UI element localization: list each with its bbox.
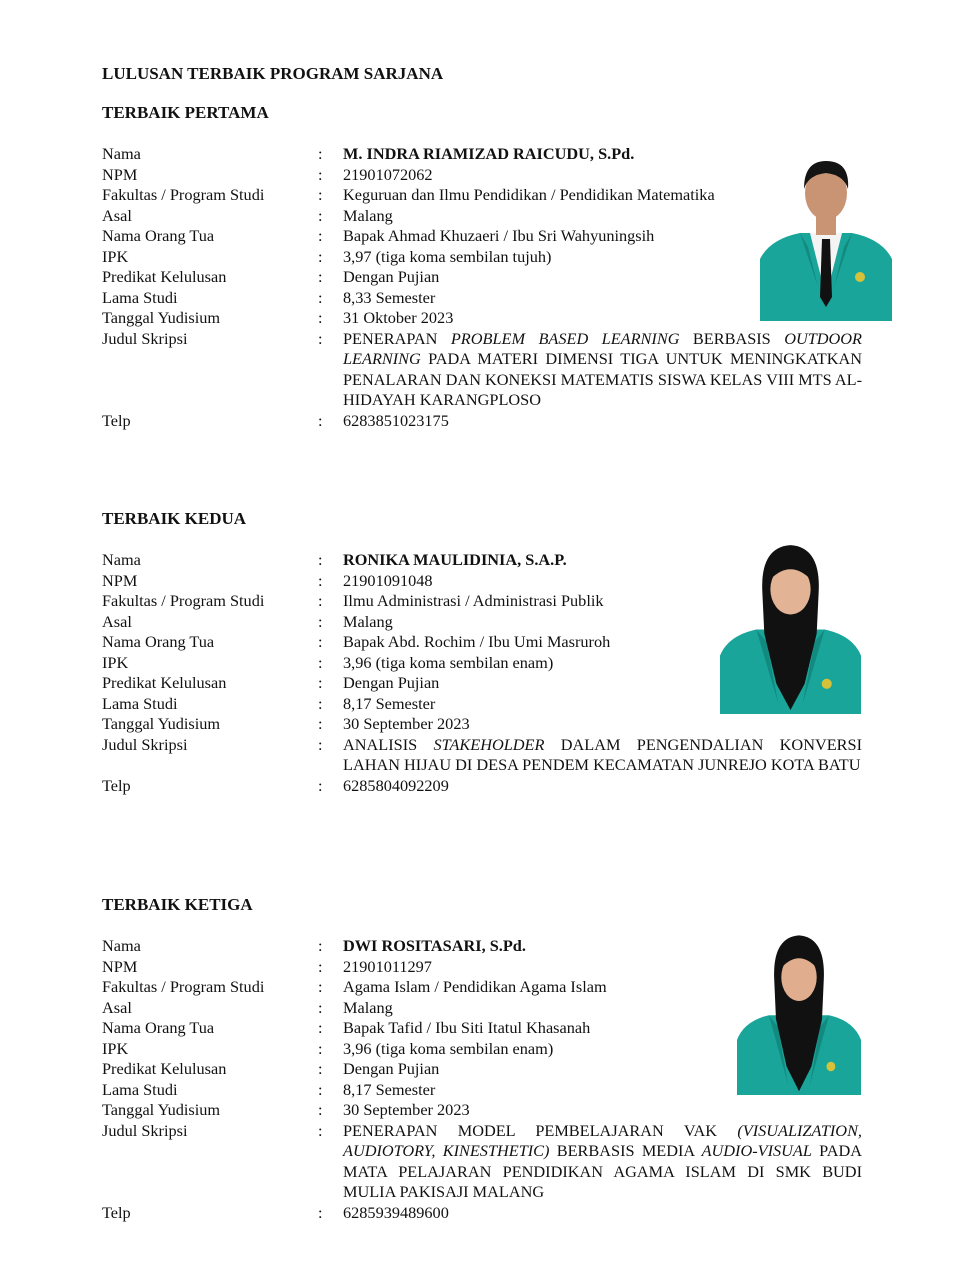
- field-label: Lama Studi: [102, 1079, 178, 1099]
- thesis-segment: OUTDOOR LEARNING: [343, 328, 862, 368]
- graduate-photo: [720, 533, 861, 714]
- field-label: IPK: [102, 652, 129, 672]
- field-label: Asal: [102, 997, 132, 1017]
- thesis-segment: STAKEHOLDER: [433, 734, 545, 754]
- section-heading: TERBAIK PERTAMA: [102, 103, 269, 122]
- field-separator: :: [318, 714, 323, 733]
- field-value: 3,97 (tiga koma sembilan tujuh): [343, 246, 552, 266]
- field-separator: :: [318, 185, 323, 204]
- field-separator: :: [318, 410, 323, 430]
- field-label: Tanggal Yudisium: [102, 714, 221, 733]
- field-label: IPK: [102, 246, 129, 266]
- section-first-best: [102, 103, 862, 430]
- field-separator: :: [318, 246, 323, 266]
- field-separator: :: [318, 267, 323, 286]
- field-label: Telp: [102, 775, 131, 795]
- field-value: Ilmu Administrasi / Administrasi Publik: [343, 591, 604, 610]
- field-separator: :: [318, 550, 323, 569]
- field-value: 6285804092209: [343, 775, 449, 795]
- info-row: [102, 206, 862, 227]
- section-third-best: [102, 895, 862, 1222]
- info-row: [102, 267, 862, 288]
- field-separator: :: [318, 632, 323, 651]
- field-separator: :: [318, 287, 323, 307]
- field-value: 21901091048: [343, 570, 433, 590]
- thesis-segment: PENERAPAN MODEL PEMBELAJARAN VAK: [343, 1120, 738, 1140]
- field-label: Lama Studi: [102, 693, 178, 713]
- info-row: [102, 165, 862, 186]
- field-separator: :: [318, 1202, 323, 1222]
- field-label: Judul Skripsi: [102, 1120, 188, 1140]
- field-separator: :: [318, 775, 323, 795]
- field-label: Fakultas / Program Studi: [102, 977, 265, 996]
- thesis-title: [343, 329, 862, 411]
- field-value: Keguruan dan Ilmu Pendidikan / Pendidikan Matematika: [343, 185, 715, 204]
- field-value: 3,96 (tiga koma sembilan enam): [343, 652, 554, 672]
- thesis-segment: AUDIO-VISUAL: [701, 1141, 812, 1160]
- thesis-segment: PENERAPAN: [343, 328, 451, 348]
- info-row: [102, 1100, 862, 1121]
- info-row: [102, 1203, 862, 1224]
- info-rows: [102, 144, 862, 431]
- field-value: Malang: [343, 611, 393, 631]
- field-separator: :: [318, 591, 323, 610]
- field-separator: :: [318, 164, 323, 184]
- female-graduate-figure: [737, 924, 861, 1095]
- field-separator: :: [318, 1120, 323, 1140]
- thesis-segment: PROBLEM BASED LEARNING: [450, 328, 680, 348]
- document-title: LULUSAN TERBAIK PROGRAM SARJANA: [102, 64, 444, 83]
- thesis-segment: PADA MATERI DIMENSI TIGA UNTUK MENINGKATKAN PENALARAN DAN KONEKSI MATEMATIS SISWA KELAS VIII MTS AL-HIDAYAH KARANGPLOSO: [343, 349, 862, 409]
- field-value: 21901011297: [343, 956, 432, 976]
- field-separator: :: [318, 1038, 323, 1058]
- info-row: [102, 288, 862, 309]
- field-value: Malang: [343, 205, 393, 225]
- field-separator: :: [318, 977, 323, 996]
- info-row: [102, 185, 862, 206]
- field-separator: :: [318, 936, 323, 955]
- field-separator: :: [318, 652, 323, 672]
- section-heading: TERBAIK KEDUA: [102, 509, 247, 528]
- field-value: 3,96 (tiga koma sembilan enam): [343, 1038, 554, 1058]
- graduate-photo: [760, 147, 892, 321]
- field-value: Agama Islam / Pendidikan Agama Islam: [343, 977, 607, 996]
- field-separator: :: [318, 956, 323, 976]
- field-label: Tanggal Yudisium: [102, 1100, 221, 1119]
- field-label: Tanggal Yudisium: [102, 308, 221, 327]
- thesis-segment: BERBASIS MEDIA: [549, 1141, 702, 1160]
- field-separator: :: [318, 1079, 323, 1099]
- field-label: Asal: [102, 611, 132, 631]
- field-separator: :: [318, 205, 323, 225]
- section-heading: TERBAIK KETIGA: [102, 895, 253, 914]
- info-row: [102, 308, 862, 329]
- field-value: 8,17 Semester: [343, 693, 436, 713]
- field-value: 6285939489600: [343, 1202, 449, 1222]
- male-graduate-figure: [760, 147, 892, 321]
- info-row: [102, 714, 862, 735]
- field-label: NPM: [102, 570, 138, 590]
- thesis-segment: DALAM PENGENDALIAN KONVERSI LAHAN HIJAU DI DESA PENDEM KECAMATAN JUNREJO KOTA BATU: [343, 734, 862, 774]
- thesis-segment: (VISUALIZATION, AUDIOTORY, KINESTHETIC): [343, 1120, 862, 1160]
- field-value: 30 September 2023: [343, 714, 470, 733]
- field-label: Fakultas / Program Studi: [102, 185, 265, 204]
- field-separator: :: [318, 734, 323, 754]
- field-value: 8,17 Semester: [343, 1079, 436, 1099]
- info-row: [102, 329, 862, 411]
- graduate-photo: [737, 924, 861, 1095]
- field-label: Telp: [102, 1202, 131, 1222]
- field-separator: :: [318, 1059, 323, 1078]
- info-row: [102, 735, 862, 776]
- field-label: Nama: [102, 936, 141, 955]
- field-value: Bapak Abd. Rochim / Ibu Umi Masruroh: [343, 632, 611, 651]
- field-label: Judul Skripsi: [102, 328, 188, 348]
- graduate-name: DWI ROSITASARI, S.Pd.: [343, 936, 526, 955]
- field-label: Nama Orang Tua: [102, 632, 215, 651]
- field-separator: :: [318, 328, 323, 348]
- field-separator: :: [318, 673, 323, 692]
- info-row: [102, 1121, 862, 1203]
- field-value: Dengan Pujian: [343, 1059, 440, 1078]
- field-separator: :: [318, 308, 323, 327]
- graduate-name: RONIKA MAULIDINIA, S.A.P.: [343, 550, 567, 569]
- field-label: Nama Orang Tua: [102, 1018, 215, 1037]
- field-label: IPK: [102, 1038, 129, 1058]
- section-second-best: [102, 509, 862, 795]
- field-separator: :: [318, 1018, 323, 1037]
- info-row: [102, 226, 862, 247]
- field-value: Bapak Tafid / Ibu Siti Itatul Khasanah: [343, 1018, 591, 1037]
- female-graduate-figure: [720, 533, 861, 714]
- field-separator: :: [318, 611, 323, 631]
- field-separator: :: [318, 997, 323, 1017]
- field-separator: :: [318, 144, 323, 163]
- field-label: Predikat Kelulusan: [102, 673, 227, 692]
- field-separator: :: [318, 1100, 323, 1119]
- field-label: NPM: [102, 164, 138, 184]
- field-label: Predikat Kelulusan: [102, 267, 227, 286]
- thesis-segment: BERBASIS: [679, 328, 785, 348]
- info-row: [102, 411, 862, 432]
- field-separator: :: [318, 226, 323, 245]
- field-label: Lama Studi: [102, 287, 178, 307]
- field-label: Nama: [102, 550, 141, 569]
- field-value: 21901072062: [343, 164, 433, 184]
- info-row: [102, 247, 862, 268]
- field-separator: :: [318, 693, 323, 713]
- thesis-segment: PADA MATA PELAJARAN PENDIDIKAN AGAMA ISLAM DI SMK BUDI MULIA PAKISAJI MALANG: [343, 1141, 862, 1201]
- field-label: Telp: [102, 410, 131, 430]
- field-label: Judul Skripsi: [102, 734, 188, 754]
- thesis-title: [343, 1121, 862, 1203]
- graduate-name: M. INDRA RIAMIZAD RAICUDU, S.Pd.: [343, 144, 635, 163]
- field-value: Dengan Pujian: [343, 267, 440, 286]
- field-value: Malang: [343, 997, 393, 1017]
- thesis-segment: ANALISIS: [343, 734, 434, 754]
- field-label: Asal: [102, 205, 132, 225]
- field-label: Predikat Kelulusan: [102, 1059, 227, 1078]
- field-value: 8,33 Semester: [343, 287, 436, 307]
- info-row: [102, 144, 862, 165]
- field-value: Dengan Pujian: [343, 673, 440, 692]
- field-label: NPM: [102, 956, 138, 976]
- field-separator: :: [318, 570, 323, 590]
- field-value: 6283851023175: [343, 410, 449, 430]
- field-value: 30 September 2023: [343, 1100, 470, 1119]
- field-label: Fakultas / Program Studi: [102, 591, 265, 610]
- field-label: Nama Orang Tua: [102, 226, 215, 245]
- thesis-title: [343, 735, 862, 776]
- field-label: Nama: [102, 144, 141, 163]
- info-row: [102, 776, 862, 797]
- field-value: 31 Oktober 2023: [343, 308, 454, 327]
- field-value: Bapak Ahmad Khuzaeri / Ibu Sri Wahyuningsih: [343, 226, 655, 245]
